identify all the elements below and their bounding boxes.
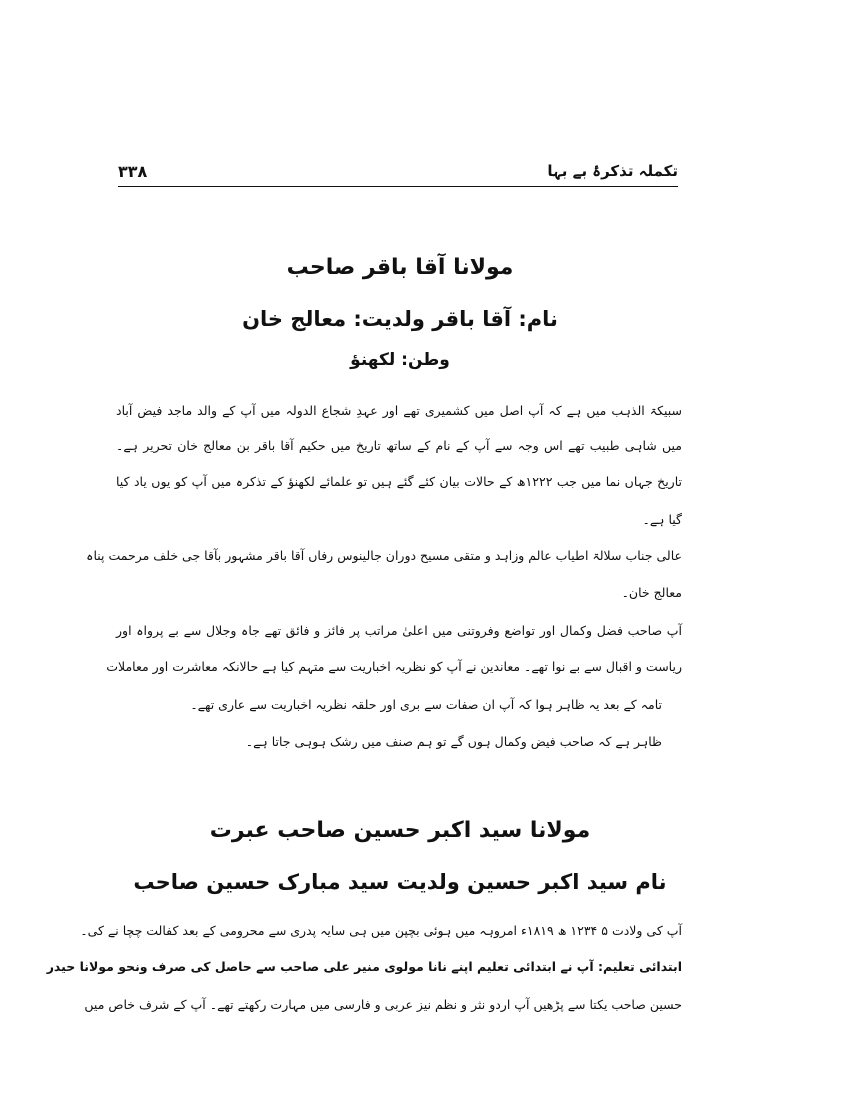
paragraph-line: گیا ہے۔ xyxy=(642,512,682,527)
section1-watan-block xyxy=(110,350,690,370)
section1-name-block xyxy=(110,307,690,331)
section2-heading xyxy=(110,818,690,843)
section1-heading xyxy=(110,255,690,280)
section2-name-block xyxy=(110,870,690,894)
section1-watan: وطن: لکھنؤ xyxy=(350,350,450,370)
header-rule xyxy=(118,186,678,187)
section1-name-line: نام: آقا باقر ولدیت: معالج خان xyxy=(242,307,558,331)
page-number: ۳۳۸ xyxy=(118,162,148,181)
paragraph-line: ظاہر ہے کہ صاحب فیض وکمال ہوں گے تو ہم صنف میں رشک ہوہی جاتا ہے۔ xyxy=(245,734,662,749)
paragraph-line: ریاست و اقبال سے بے نوا تھے۔ معاندین نے آپ کو نظریہ اخباریت سے متہم کیا ہے حالانکہ معاشرت اور معاملات xyxy=(106,659,682,674)
paragraph-line: میں شاہی طبیب تھے اس وجہ سے آپ کے نام کے ساتھ تاریخ میں حکیم آقا باقر بن معالج خان تحریر ہے۔ xyxy=(116,438,682,453)
paragraph-line: سبیکۃ الذہب میں ہے کہ آپ اصل میں کشمیری تھے اور عہدِ شجاع الدولہ میں آپ کے والد ماجد فیض آباد xyxy=(116,403,682,418)
section1-title: مولانا آقا باقر صاحب xyxy=(286,255,514,280)
paragraph-line: ابتدائی تعلیم: آپ نے ابتدائی تعلیم اپنے نانا مولوی منیر علی صاحب سے حاصل کی صرف ونحو مولانا حیدر xyxy=(46,959,682,974)
section2-title: مولانا سید اکبر حسین صاحب عبرت xyxy=(209,818,591,843)
paragraph-line: آپ کی ولادت ۵ ۱۲۳۴ ھ ۱۸۱۹ء امروہہ میں ہوئی بچپن میں ہی سایہ پدری سے محرومی کے بعد کفالت چچا نے کی۔ xyxy=(80,923,682,938)
paragraph-line: تاریخ جہاں نما میں جب ۱۲۲۲ھ کے حالات بیان کئے گئے ہیں تو علمائے لکھنؤ کے تذکرہ میں آپ کو یوں یاد کیا xyxy=(116,474,683,489)
paragraph-line: عالی جناب سلالۃ اطیاب عالم وزاہد و متقی مسیح دوران جالینوس رفاں آقا باقر مشہور بآقا جی خلف مرحمت پناہ xyxy=(86,548,682,563)
paragraph-line: حسین صاحب یکتا سے پڑھیں آپ اردو نثر و نظم نیز عربی و فارسی میں مہارت رکھتے تھے۔ آپ کے شرف خاص میں xyxy=(84,997,682,1012)
paragraph-line: معالج خان۔ xyxy=(621,585,682,600)
paragraph-line: تامہ کے بعد یہ ظاہر ہوا کہ آپ ان صفات سے بری اور حلقہ نظریہ اخباریت سے عاری تھے۔ xyxy=(190,697,662,712)
section2-name-line: نام سید اکبر حسین ولدیت سید مبارک حسین صاحب xyxy=(133,870,667,894)
book-title: تکملہ تذکرۂ بے بہا xyxy=(547,162,678,180)
paragraph-line: آپ صاحب فضل وکمال اور تواضع وفروتنی میں اعلیٰ مراتب پر فائز و فائق تھے جاہ وجلال سے بے پرواہ اور xyxy=(116,623,682,638)
page-header xyxy=(118,162,678,184)
